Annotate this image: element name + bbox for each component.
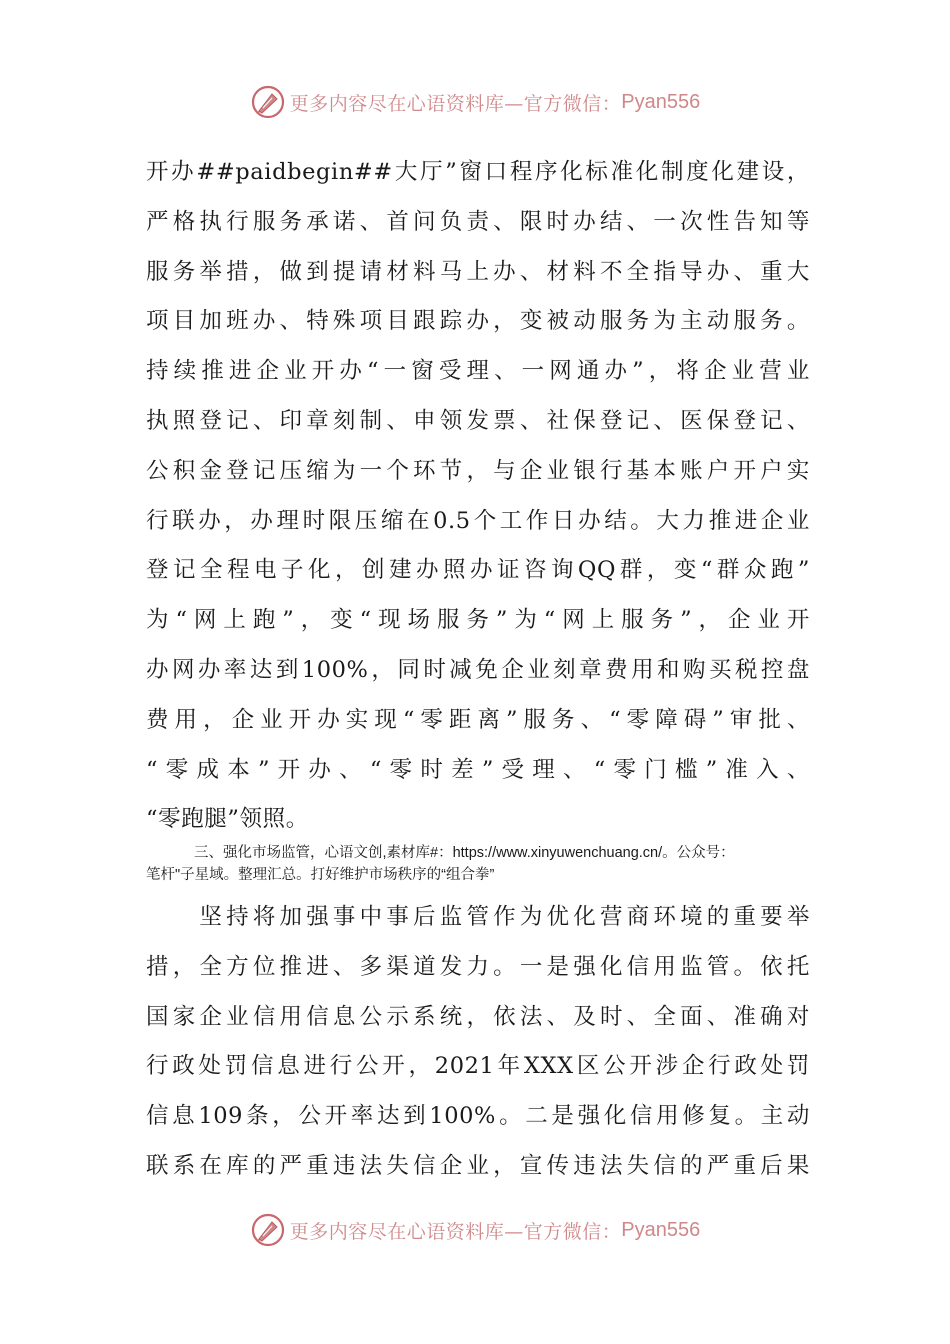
text-line: 执照登记、印章刻制、申领发票、社保登记、医保登记、 <box>146 407 810 434</box>
text-line: 信息109条，公开率达到100%。二是强化信用修复。主动 <box>146 1103 810 1130</box>
header-banner <box>0 82 950 122</box>
banner-wechat-id: Pyan556 <box>621 90 701 113</box>
pen-nib-logo-icon <box>250 84 286 120</box>
text-line: 严格执行服务承诺、首问负责、限时办结、一次性告知等 <box>146 208 810 235</box>
text-line: 措，全方位推进、多渠道发力。一是强化信用监管。依托 <box>146 953 810 980</box>
text-line: 开办##paidbegin##大厅”窗口程序化标准化制度化建设， <box>146 159 810 185</box>
text-line: 行联办，办理时限压缩在0.5个工作日办结。大力推进企业 <box>146 507 810 534</box>
text-line: “零成本”开办、“零时差”受理、“零门槛”准入、 <box>146 756 810 783</box>
footer-banner <box>0 1210 950 1250</box>
text-line: 持续推进企业开办“一窗受理、一网通办”，将企业营业 <box>146 358 810 385</box>
banner-text: 更多内容尽在心语资料库—官方微信： <box>289 92 622 115</box>
text-line: 国家企业信用信息公示系统，依法、及时、全面、准确对 <box>146 1003 810 1030</box>
section-heading <box>146 842 826 886</box>
heading-text: 三、强化市场监管，心语文创,素材库#：https://www.xinyuwenchuang.cn/。公众号： <box>194 845 735 861</box>
pen-nib-logo-icon <box>250 1212 286 1248</box>
text-line: “零跑腿”领照。 <box>146 806 309 833</box>
text-line: 联系在库的严重违法失信企业，宣传违法失信的严重后果 <box>146 1152 810 1179</box>
text-line: 登记全程电子化，创建办照办证咨询QQ群，变“群众跑” <box>146 557 810 584</box>
body-paragraph-2 <box>146 893 810 1192</box>
heading-line-2: 笔杆"子星域。整理汇总。打好维护市场秩序的“组合拳” <box>146 867 495 883</box>
text-line: 办网办率达到100%，同时减免企业刻章费用和购买税控盘 <box>146 656 810 683</box>
text-line: 项目加班办、特殊项目跟踪办，变被动服务为主动服务。 <box>146 308 810 335</box>
text-line: 行政处罚信息进行公开，2021年XXX区公开涉企行政处罚 <box>146 1053 810 1080</box>
text-line: 坚持将加强事中事后监管作为优化营商环境的重要举 <box>146 904 810 930</box>
text-line: 为“网上跑”，变“现场服务”为“网上服务”，企业开 <box>146 607 810 634</box>
body-paragraph-1 <box>146 148 810 845</box>
text-line: 服务举措，做到提请材料马上办、材料不全指导办、重大 <box>146 258 810 285</box>
text-line: 费用，企业开办实现“零距离”服务、“零障碍”审批、 <box>146 706 810 733</box>
banner-text: 更多内容尽在心语资料库—官方微信： <box>289 1220 622 1243</box>
text-line: 公积金登记压缩为一个环节，与企业银行基本账户开户实 <box>146 457 810 484</box>
banner-wechat-id: Pyan556 <box>621 1218 701 1241</box>
heading-line-1 <box>146 842 826 864</box>
